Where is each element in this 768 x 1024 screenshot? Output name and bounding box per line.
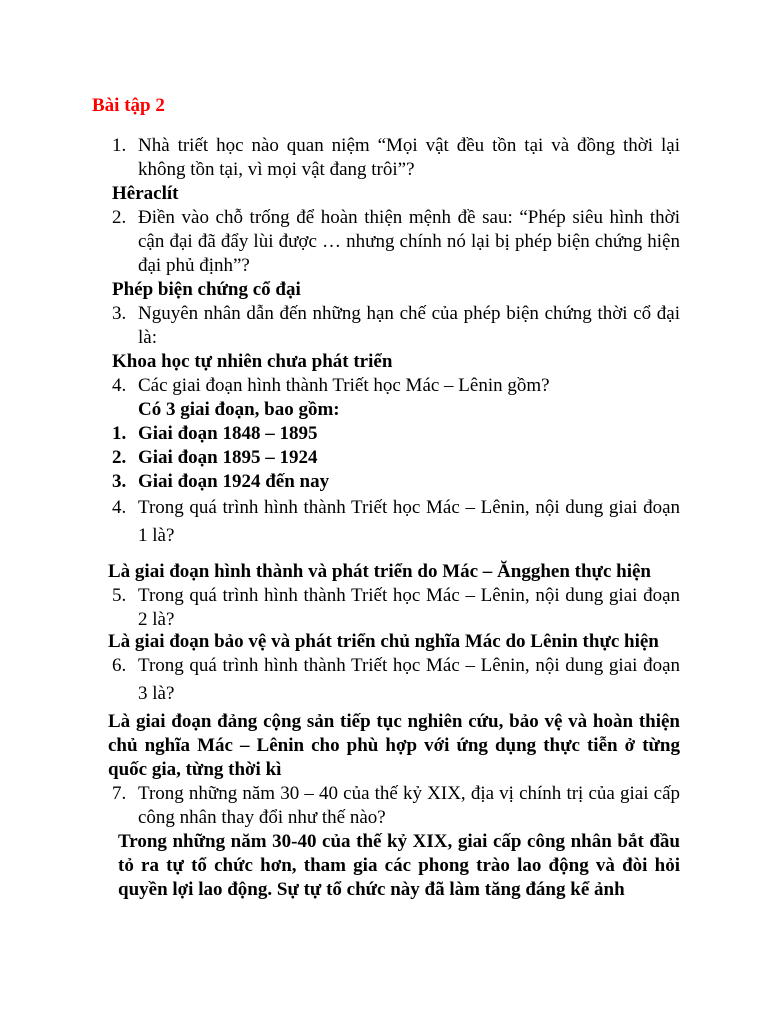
question-number: 6. bbox=[112, 655, 127, 676]
question-6 bbox=[112, 652, 680, 708]
question-text: Trong quá trình hình thành Triết học Mác – Lênin, nội dung giai đoạn 2 là? bbox=[138, 585, 680, 630]
question-text: Nhà triết học nào quan niệm “Mọi vật đều tồn tại và đồng thời lại không tồn tại, vì mọi vật đang trôi”? bbox=[138, 135, 680, 180]
question-4 bbox=[112, 374, 680, 398]
answer-7: Trong những năm 30-40 của thế kỷ XIX, giai cấp công nhân bắt đầu tỏ ra tự tổ chức hơn, tham gia các phong trào lao động và đòi hỏi quyền lợi lao động. Sự tự tổ chức này đã làm tăng đáng kể ảnh bbox=[118, 831, 680, 900]
stage-item-2 bbox=[112, 446, 318, 470]
answer-5: Là giai đoạn bảo vệ và phát triển chủ nghĩa Mác do Lênin thực hiện bbox=[108, 631, 659, 652]
question-text: Nguyên nhân dẫn đến những hạn chế của phép biện chứng thời cổ đại là: bbox=[138, 303, 680, 348]
answer-1: Hêraclít bbox=[112, 183, 179, 204]
stage-text: Giai đoạn 1848 – 1895 bbox=[138, 423, 318, 444]
question-number: 3. bbox=[112, 303, 127, 324]
answer-4b: Là giai đoạn hình thành và phát triển do Mác – Ăngghen thực hiện bbox=[108, 561, 651, 582]
question-number: 4. bbox=[112, 375, 127, 396]
question-text: Các giai đoạn hình thành Triết học Mác – Lênin gồm? bbox=[138, 375, 550, 396]
stage-text: Giai đoạn 1924 đến nay bbox=[138, 471, 330, 492]
question-text: Trong những năm 30 – 40 của thế kỷ XIX, địa vị chính trị của giai cấp công nhân thay đổi như thế nào? bbox=[138, 783, 680, 828]
stage-text: Giai đoạn 1895 – 1924 bbox=[138, 447, 318, 468]
question-text: Điền vào chỗ trống để hoàn thiện mệnh đề sau: “Phép siêu hình thời cận đại đã đẩy lùi được … nhưng chính nó lại bị phép biện chứng hiện đại phủ định”? bbox=[138, 207, 680, 276]
question-number: 4. bbox=[112, 497, 127, 518]
answer-4: Có 3 giai đoạn, bao gồm: bbox=[138, 399, 340, 420]
question-5 bbox=[112, 584, 680, 632]
stage-number: 2. bbox=[112, 447, 127, 468]
question-number: 2. bbox=[112, 207, 127, 228]
answer-3: Khoa học tự nhiên chưa phát triển bbox=[112, 351, 393, 372]
question-1 bbox=[112, 134, 680, 182]
question-number: 1. bbox=[112, 135, 127, 156]
question-number: 5. bbox=[112, 585, 127, 606]
stage-item-1 bbox=[112, 422, 318, 446]
question-text: Trong quá trình hình thành Triết học Mác – Lênin, nội dung giai đoạn 3 là? bbox=[138, 655, 680, 704]
question-7 bbox=[112, 782, 680, 830]
answer-2: Phép biện chứng cổ đại bbox=[112, 279, 301, 300]
stage-number: 3. bbox=[112, 471, 127, 492]
exercise-title: Bài tập 2 bbox=[92, 95, 165, 116]
stage-item-3 bbox=[112, 470, 330, 494]
question-number: 7. bbox=[112, 783, 127, 804]
question-4b bbox=[112, 494, 680, 550]
stage-number: 1. bbox=[112, 423, 127, 444]
question-text: Trong quá trình hình thành Triết học Mác – Lênin, nội dung giai đoạn 1 là? bbox=[138, 497, 680, 546]
answer-6: Là giai đoạn đảng cộng sản tiếp tục nghiên cứu, bảo vệ và hoàn thiện chủ nghĩa Mác – Lênin cho phù hợp với ứng dụng thực tiễn ở từng quốc gia, từng thời kì bbox=[108, 711, 680, 780]
question-2 bbox=[112, 206, 680, 278]
question-3 bbox=[112, 302, 680, 350]
